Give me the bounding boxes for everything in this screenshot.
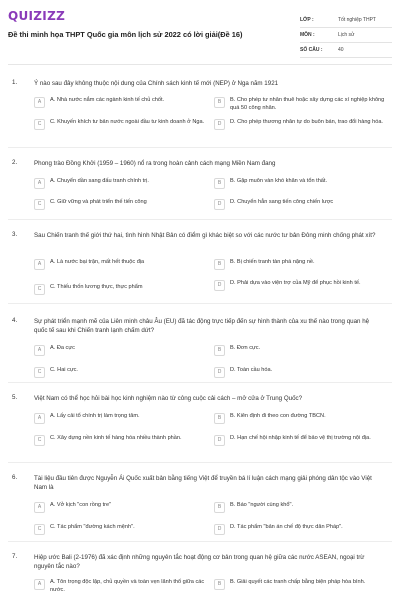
option-letter-badge: A	[34, 413, 45, 424]
option-letter-badge: A	[34, 345, 45, 356]
question-divider	[8, 382, 392, 383]
question-text: Sau Chiến tranh thế giới thứ hai, tình hình Nhật Bản có điểm gì khác biệt so với các nước tư bản Đông minh chống phát xít?	[34, 232, 376, 239]
question-number: 2.	[12, 159, 18, 166]
option-letter-badge: D	[214, 367, 225, 378]
option-text: C. Giữ vững và phát triển thế tiến công	[50, 199, 147, 205]
question-number: 5.	[12, 394, 18, 401]
option-letter-badge: B	[214, 579, 225, 590]
option-text: C. Thiếu thốn lương thực, thực phẩm	[50, 284, 143, 290]
option-letter-badge: C	[34, 435, 45, 446]
option-text: B. Gặp muôn vàn khó khăn và tổn thất.	[230, 178, 328, 184]
option-letter-badge: B	[214, 413, 225, 424]
option-text: A. Là nước bại trận, mất hết thuộc địa	[50, 259, 145, 265]
option-text: C. Xây dựng nền kinh tế hàng hóa nhiều thành phần.	[50, 435, 182, 441]
option-letter-badge: A	[34, 259, 45, 270]
question-number: 4.	[12, 317, 18, 324]
option-letter-badge: C	[34, 524, 45, 535]
option-letter-badge: C	[34, 119, 45, 130]
option-a[interactable]	[34, 578, 210, 594]
option-b[interactable]	[214, 258, 390, 270]
question-text: Tài liệu đầu tiên được Nguyễn Ái Quốc xuất bản bằng tiếng Việt để truyền bá lí luận cách mạng giải phóng dân tộc vào Việt Nam là	[34, 475, 372, 491]
option-b[interactable]	[214, 177, 390, 189]
question-5	[0, 391, 400, 457]
option-text: B. Giải quyết các tranh chấp bằng biện pháp hòa bình.	[230, 579, 366, 585]
option-letter-badge: A	[34, 178, 45, 189]
question-text: Sự phát triển mạnh mẽ của Liên minh châu Âu (EU) đã tác động trực tiếp đến sự hình thành của xu thế nào trong quan hệ quốc tế sau khi Chiến tranh lạnh chấm dứt?	[34, 318, 370, 334]
option-d[interactable]	[214, 366, 390, 378]
question-number: 6.	[12, 474, 18, 481]
question-divider	[8, 541, 392, 542]
option-b[interactable]	[214, 344, 390, 356]
option-c[interactable]	[34, 366, 210, 378]
option-c[interactable]	[34, 118, 210, 130]
header-divider	[8, 64, 392, 65]
question-divider	[8, 303, 392, 304]
page-header	[0, 0, 400, 62]
option-letter-badge: B	[214, 178, 225, 189]
option-text: C. Khuyến khích tư bản nước ngoài đầu tư kinh doanh ở Nga.	[50, 119, 205, 125]
option-c[interactable]	[34, 523, 210, 535]
meta-value: Lịch sử	[338, 32, 355, 38]
option-d[interactable]	[214, 198, 390, 210]
option-text: B. Đơn cực.	[230, 345, 261, 351]
question-divider	[8, 147, 392, 148]
option-d[interactable]	[214, 279, 390, 291]
option-letter-badge: B	[214, 259, 225, 270]
option-text: B. Kiên định đi theo con đường TBCN.	[230, 413, 326, 419]
option-text: D. Cho phép thương nhân tự do buôn bán, trao đổi hàng hóa.	[230, 119, 383, 125]
option-letter-badge: D	[214, 524, 225, 535]
option-text: A. Nhà nước nắm các ngành kinh tế chủ chốt.	[50, 97, 165, 103]
option-letter-badge: C	[34, 367, 45, 378]
meta-value: Tốt nghiệp THPT	[338, 17, 376, 23]
option-b[interactable]	[214, 501, 390, 513]
option-d[interactable]	[214, 523, 390, 535]
question-text: Ý nào sau đây không thuộc nội dung của Chính sách kinh tế mới (NEP) ở Nga năm 1921	[34, 80, 279, 87]
meta-row-subject	[300, 28, 392, 43]
question-text: Phong trào Đồng Khởi (1959 – 1960) nổ ra trong hoàn cảnh cách mạng Miền Nam đang	[34, 160, 276, 167]
option-c[interactable]	[34, 198, 210, 210]
option-text: A. Tôn trọng độc lập, chủ quyền và toàn vẹn lãnh thổ giữa các nước.	[50, 579, 205, 593]
question-7	[0, 550, 400, 600]
option-letter-badge: D	[214, 119, 225, 130]
meta-table	[300, 13, 392, 58]
option-text: C. Tác phẩm "đường kách mệnh".	[50, 524, 135, 530]
question-divider	[8, 462, 392, 463]
option-text: B. Bị chiến tranh tàn phá nặng nề.	[230, 259, 315, 265]
option-a[interactable]	[34, 501, 210, 513]
option-text: A. Chuyển dần sang đấu tranh chính trị.	[50, 178, 149, 184]
option-text: D. Toàn cầu hóa.	[230, 367, 273, 373]
option-c[interactable]	[34, 283, 210, 295]
option-a[interactable]	[34, 344, 210, 356]
option-a[interactable]	[34, 177, 210, 189]
option-text: D. Hạn chế hội nhập kinh tế để bảo vệ thị trường nội địa.	[230, 435, 371, 441]
question-4	[0, 314, 400, 384]
meta-row-class	[300, 13, 392, 28]
option-text: D. Tác phẩm "bản án chế độ thực dân Pháp".	[230, 524, 343, 530]
option-d[interactable]	[214, 118, 390, 130]
option-text: A. Đa cực	[50, 345, 75, 351]
option-letter-badge: C	[34, 199, 45, 210]
question-2	[0, 156, 400, 216]
option-a[interactable]	[34, 412, 210, 424]
option-letter-badge: A	[34, 502, 45, 513]
question-divider	[8, 219, 392, 220]
question-number: 7.	[12, 553, 18, 560]
option-letter-badge: B	[214, 97, 225, 108]
option-letter-badge: B	[214, 502, 225, 513]
option-letter-badge: B	[214, 345, 225, 356]
option-letter-badge: C	[34, 284, 45, 295]
question-number: 3.	[12, 231, 18, 238]
option-d[interactable]	[214, 434, 390, 446]
option-text: D. Chuyển hẳn sang tiến công chiến lược	[230, 199, 334, 205]
option-text: B. Báo "người cùng khổ".	[230, 502, 294, 508]
option-text: A. Vở kịch "con rồng tre"	[50, 502, 112, 508]
option-text: C. Hai cực.	[50, 367, 78, 373]
option-text: A. Lấy cải tổ chính trị làm trọng tâm.	[50, 413, 140, 419]
option-letter-badge: A	[34, 97, 45, 108]
meta-key: MÔN :	[300, 32, 315, 38]
meta-value: 40	[338, 47, 344, 53]
meta-key: LỚP :	[300, 17, 314, 23]
option-text: B. Cho phép tư nhân thuê hoặc xây dựng các xí nghiệp không quá 50 công nhân.	[230, 97, 385, 111]
question-list	[0, 76, 400, 593]
question-number: 1.	[12, 79, 18, 86]
question-3	[0, 228, 400, 308]
question-1	[0, 76, 400, 142]
document-title: Đề thi minh họa THPT Quốc gia môn lịch sử 2022 có lời giải(Đề 16)	[8, 30, 243, 39]
option-letter-badge: D	[214, 280, 225, 291]
question-text: Việt Nam có thể học hỏi bài học kinh nghiệm nào từ công cuộc cải cách – mở cửa ở Trung Quốc?	[34, 395, 303, 402]
option-a[interactable]	[34, 96, 210, 108]
meta-key: SỐ CÂU :	[300, 47, 323, 53]
option-letter-badge: D	[214, 199, 225, 210]
option-b[interactable]	[214, 412, 390, 424]
option-text: D. Phải dựa vào viện trợ của Mỹ để phục hồi kinh tế.	[230, 280, 361, 286]
option-letter-badge: A	[34, 579, 45, 590]
meta-row-count	[300, 43, 392, 58]
option-b[interactable]	[214, 96, 390, 112]
option-a[interactable]	[34, 258, 210, 270]
option-letter-badge: D	[214, 435, 225, 446]
quizizz-logo: QUIZIZZ	[8, 9, 66, 23]
question-6	[0, 471, 400, 541]
option-b[interactable]	[214, 578, 390, 590]
option-c[interactable]	[34, 434, 210, 446]
question-text: Hiệp ước Bali (2-1976) đã xác định những nguyên tắc hoạt động cơ bản trong quan hệ giữa các nước ASEAN, ngoại trừ nguyên tắc nào?	[34, 554, 365, 570]
